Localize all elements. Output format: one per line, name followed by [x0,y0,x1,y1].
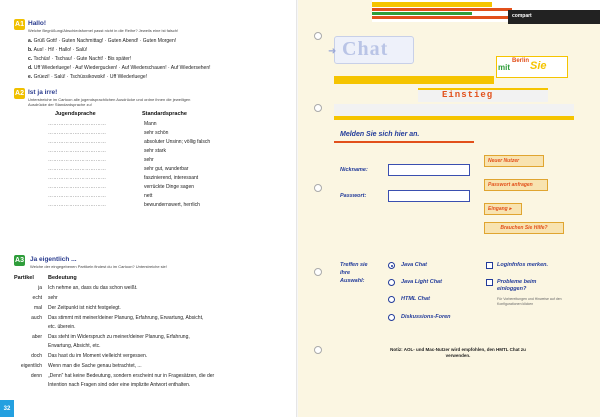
section-tag-a2: A2 [15,90,24,97]
note-text: Notiz: AOL- und Mac-Nutzer wird empfohlen, den HMTL Chat zu [390,347,526,352]
section-subtitle-irre: Unterstreiche im Cartoon alle jugendsprachlichen Ausdrücke und ordne ihnen die jeweiligen [28,97,191,102]
left-page [0,0,298,417]
new-user-button[interactable]: Neuer Nutzer [484,155,544,167]
column-header: Partikel [14,275,34,281]
binder-ring [314,32,322,40]
choice-heading: ihre [340,270,351,276]
answer-blank[interactable]: …………………………… [48,157,107,163]
radio-html-chat[interactable] [388,296,395,303]
section-title-eigentlich: Ja eigentlich ... [30,256,77,263]
brand-sie: Sie [530,60,547,72]
deco-bar [372,12,472,15]
radio-label: Diskussions-Foren [401,314,451,320]
radio-forums[interactable] [388,314,395,321]
brand-mit: mit [498,63,510,72]
table-cell: sehr [144,157,154,163]
meaning-cell: Das stimmt mit meiner/deiner Planung, Erfahrung, Erwartung, Absicht, [48,315,204,321]
radio-java-light-chat[interactable] [388,279,395,286]
deco-bar [372,8,512,11]
particle-cell: eigentlich [20,363,42,369]
section-title-irre: Ist ja irre! [28,89,58,96]
table-cell: sehr gut, wunderbar [144,166,189,172]
meaning-cell: sehr [48,295,58,301]
login-heading: Melden Sie sich hier an. [340,131,420,138]
nickname-field[interactable] [388,164,470,176]
request-password-button[interactable]: Passwort anfragen [484,179,548,191]
table-cell: sehr stark [144,148,166,154]
table-cell: sehr schön [144,130,169,136]
page-number: 32 [0,400,14,417]
deco-bar [334,116,574,120]
list-item: a. Grüß Gott! · Guten Nachmittag! · Guten Abend! · Guten Morgen! [28,38,177,44]
list-item: c. Tschüs! · Tschau! · Gute Nacht! · Bis später! [28,56,132,62]
answer-blank[interactable]: …………………………… [48,166,107,172]
meaning-cell: Wenn man die Sache genau betrachtet, ... [48,363,142,369]
radio-java-chat[interactable] [388,262,395,269]
binder-ring [314,184,322,192]
answer-blank[interactable]: …………………………… [48,139,107,145]
einstieg-title: Einstieg [442,90,494,100]
radio-label: Java Light Chat [401,279,442,285]
remember-login-checkbox[interactable] [486,262,493,269]
meaning-cell: Ich nehme an, dass du das schon weißt. [48,285,138,291]
particle-cell: denn [30,373,42,379]
table-cell: bewundernswert, herrlich [144,202,200,208]
table-cell: faszinierend, interessant [144,175,199,181]
meaning-cell: Der Zeitpunkt ist nicht festgelegt. [48,305,121,311]
section-tag-a3: A3 [15,257,24,264]
list-item: d. Uff Wiederluege! · Auf Wiedergucken! · Auf Wiederschauen! · Auf Wiedersehen! [28,65,211,71]
deco-bar [372,2,492,7]
answer-blank[interactable]: …………………………… [48,130,107,136]
table-cell: Mann [144,121,157,127]
password-label: Passwort: [340,193,367,199]
particle-cell: ja [38,285,42,291]
list-item: e. Grüezi! · Salü! · Tschüssikowski! · Uff Wiederluege! [28,74,148,80]
meaning-cell: etc. überein. [48,324,76,330]
particle-cell: auch [31,315,42,321]
brand-berlin: Berlin [512,58,530,64]
login-problems-checkbox[interactable] [486,279,493,286]
binder-ring [314,346,322,354]
column-header: Jugendsprache [55,111,96,117]
choice-heading: Treffen sie [340,262,368,268]
particle-cell: mal [33,305,42,311]
note-text: verwenden. [445,353,471,358]
checkbox-hint: Für Vorbereitungen und Hinweise auf den Konfigurationen klicken [497,297,562,306]
right-page [298,0,600,417]
chat-logo-text: Chat [342,38,389,60]
meaning-cell: Das steht im Widerspruch zu meiner/deiner Planung, Erfahrung, [48,334,190,340]
help-button[interactable]: Brauchen Sie Hilfe? [484,222,564,234]
answer-blank[interactable]: …………………………… [48,193,107,199]
binder-ring [314,104,322,112]
meaning-cell: Erwartung, Absicht, etc. [48,343,101,349]
arrow-icon: ➜ [328,46,337,57]
nickname-label: Nickname: [340,167,368,173]
publisher-label: compart [512,13,532,19]
meaning-cell: Intention nach Fragen sind oder eine implizite Antwort enthalten. [48,382,191,388]
deco-bar [334,76,494,84]
particle-cell: echt [32,295,42,301]
section-subtitle-hallo: Welche Begrüßung/Abschiedsformel passt nicht in die Reihe? Jeweils eine ist falsch! [28,28,179,33]
meaning-cell: „Denn“ hat keine Bedeutung, sondern erscheint nur in Fragesätzen, die der [48,373,215,379]
answer-blank[interactable]: …………………………… [48,175,107,181]
particle-cell: aber [31,334,42,340]
section-tag-a1: A1 [15,21,24,28]
section-subtitle-irre-2: Ausdrücke der Standardsprache zu! [28,102,92,107]
checkbox-label: Loginfnfos merken. [497,262,549,268]
column-header: Standardsprache [142,111,187,117]
deco-bar [334,141,474,143]
binder-ring [314,268,322,276]
answer-blank[interactable]: …………………………… [48,121,107,127]
answer-blank[interactable]: …………………………… [48,184,107,190]
radio-label: HTML Chat [401,296,430,302]
answer-blank[interactable]: …………………………… [48,202,107,208]
checkbox-label: Probleme beim einloggen? [497,279,537,292]
section-title-hallo: Hallo! [28,20,47,27]
choice-heading: Auswahl: [340,278,365,284]
password-field[interactable] [388,190,470,202]
table-cell: verrückte Dinge sagen [144,184,195,190]
particle-cell: doch [31,353,42,359]
column-header: Bedeutung [48,275,77,281]
table-cell: nett [144,193,153,199]
deco-bar [334,104,574,116]
list-item: b. Aus! · Hi! · Hallo! · Salü! [28,47,88,53]
answer-blank[interactable]: …………………………… [48,148,107,154]
meaning-cell: Das hast du im Moment vielleicht vergessen. [48,353,148,359]
entry-button[interactable]: Eingang ▸ [484,203,522,215]
radio-label: Java Chat [401,262,427,268]
section-subtitle-eigentlich: Welche der eingegebenen Partikeln findest du im Cartoon? Unterstreiche sie! [30,264,167,269]
table-cell: absoluter Unsinn; völlig falsch [144,139,211,145]
